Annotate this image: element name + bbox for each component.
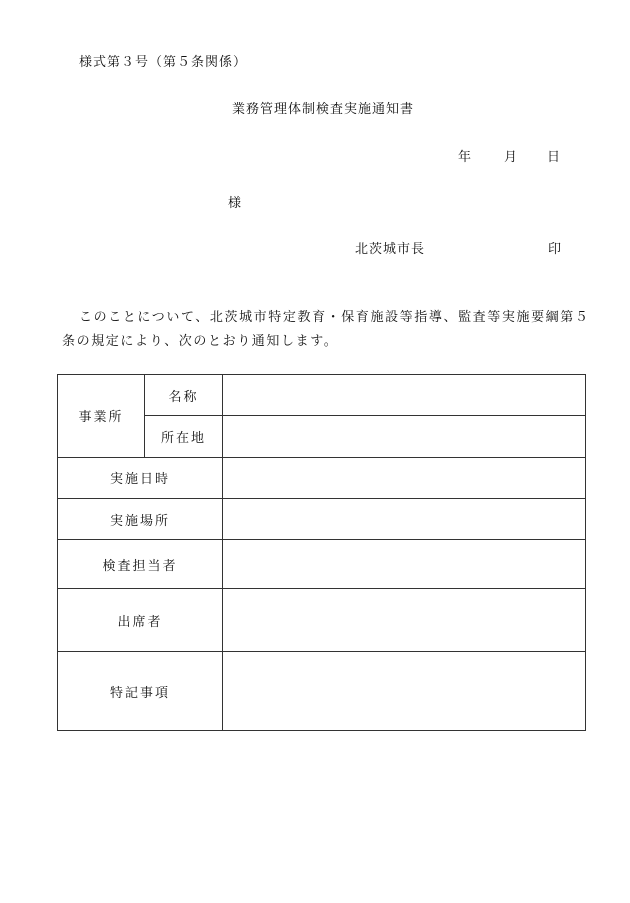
inspector-label: 検査担当者 xyxy=(58,540,223,588)
table-row-datetime xyxy=(58,457,586,498)
document-title: 業務管理体制検査実施通知書 xyxy=(232,102,415,117)
table-row-attendees xyxy=(58,588,586,652)
datetime-value-cell[interactable] xyxy=(223,457,586,498)
date-year-label: 年 xyxy=(458,150,472,165)
name-value-cell[interactable] xyxy=(223,375,586,416)
addressee-honorific: 様 xyxy=(228,196,242,211)
sender-name: 北茨城市長 xyxy=(355,242,426,257)
table-row-remarks xyxy=(58,652,586,731)
name-label: 名称 xyxy=(145,375,223,416)
table-row-inspector xyxy=(58,540,586,588)
inspector-value-cell[interactable] xyxy=(223,540,586,588)
address-value-cell[interactable] xyxy=(223,416,586,457)
table-row-office-name xyxy=(58,375,586,416)
remarks-label: 特記事項 xyxy=(58,652,223,731)
attendees-label: 出席者 xyxy=(58,588,223,652)
office-label: 事業所 xyxy=(58,375,145,458)
table-row-location xyxy=(58,499,586,540)
date-line xyxy=(458,146,560,165)
attendees-value-cell[interactable] xyxy=(223,588,586,652)
notice-body-text: このことについて、北茨城市特定教育・保育施設等指導、監査等実施要綱第５条の規定により、次のとおり通知します。 xyxy=(62,310,590,349)
location-label: 実施場所 xyxy=(58,499,223,540)
date-month-label: 月 xyxy=(504,150,518,165)
date-day-label: 日 xyxy=(547,150,561,165)
datetime-label: 実施日時 xyxy=(58,457,223,498)
seal-mark: 印 xyxy=(548,242,562,257)
form-number: 様式第３号（第５条関係） xyxy=(79,55,248,70)
address-label: 所在地 xyxy=(145,416,223,457)
remarks-value-cell[interactable] xyxy=(223,652,586,731)
location-value-cell[interactable] xyxy=(223,499,586,540)
inspection-info-table xyxy=(57,374,586,731)
